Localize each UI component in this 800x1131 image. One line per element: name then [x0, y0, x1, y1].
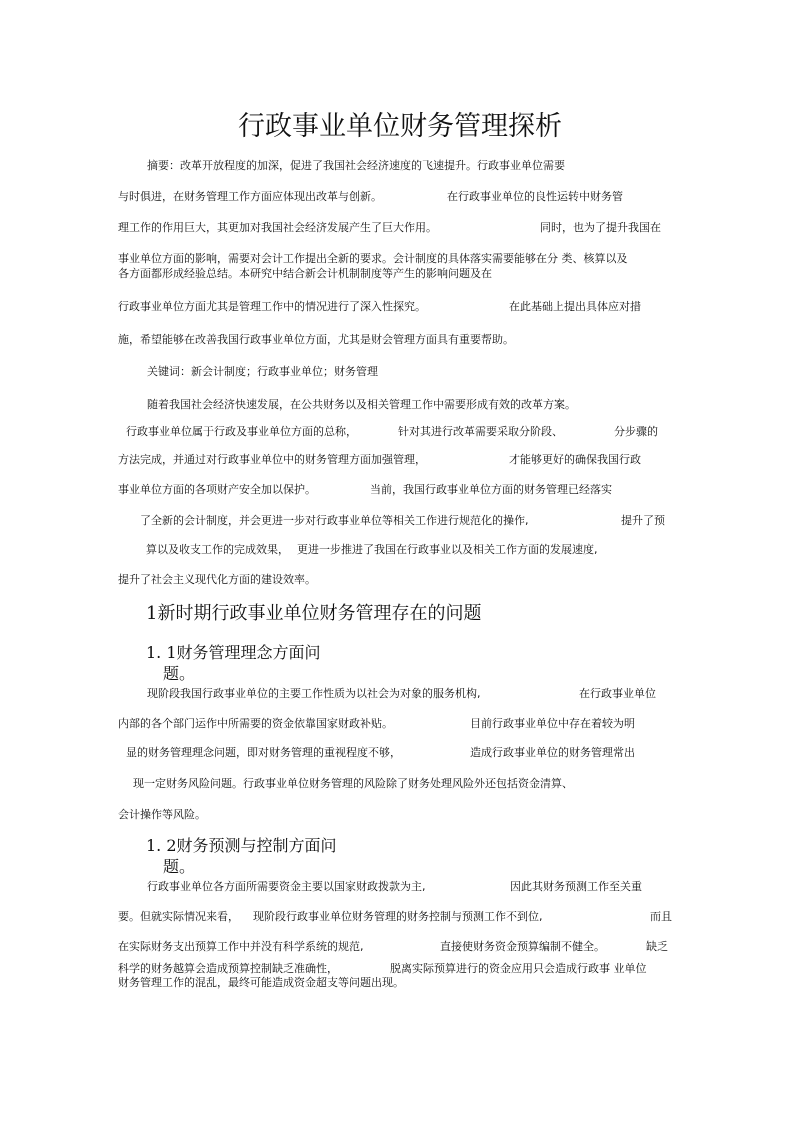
body-line: 在行政事业单位 — [579, 687, 656, 700]
body-line: 行政事业单位各方面所需要资金主要以国家财政拨款为主, — [147, 880, 426, 893]
body-line: 提升了社会主义现代化方面的建设效率。 — [118, 573, 316, 586]
body-line: 随着我国社会经济快速发展，在公共财务以及相关管理工作中需要形成有效的改革方案。 — [147, 398, 576, 411]
abstract-line: 同时，也为了提升我国在 — [540, 221, 661, 234]
body-line: 直接使财务资金预算编制不健全。 — [440, 940, 605, 953]
subsection-heading: 题。 — [163, 664, 196, 683]
subsection-heading: 1. 2财务预测与控制方面问 — [146, 836, 337, 855]
body-line: 现阶段行政事业单位财务管理的财务控制与预测工作不到位, — [253, 910, 543, 923]
abstract-line: 在行政事业单位的良性运转中财务管 — [447, 190, 623, 203]
section-heading: 1新时期行政事业单位财务管理存在的问题 — [146, 603, 482, 624]
body-line: 针对其进行改革需要采取分阶段、 — [398, 425, 563, 438]
abstract-line: 摘要：改革开放程度的加深，促进了我国社会经济速度的飞速提升。行政事业单位需要 — [147, 159, 565, 172]
body-line: 更进一步推进了我国在行政事业以及相关工作方面的发展速度, — [297, 543, 598, 556]
body-line: 现阶段我国行政事业单位的主要工作性质为以社会为对象的服务机构, — [147, 687, 481, 700]
body-line: 要。但就实际情况来看， — [118, 910, 239, 923]
body-line: 因此其财务预测工作至关重 — [510, 880, 642, 893]
abstract-line: 理工作的作用巨大，其更加对我国社会经济发展产生了巨大作用。 — [118, 221, 437, 234]
subsection-heading: 1. 1财务管理理念方面问 — [146, 643, 321, 662]
abstract-line: 各方面都形成经验总结。本研究中结合新会计机制制度等产生的影响问题及在 — [118, 267, 492, 280]
body-line: 事业单位方面的各项财产安全加以保护。 — [118, 483, 316, 496]
abstract-line: 施，希望能够在改善我国行政事业单位方面，尤其是财会管理方面具有重要帮助。 — [118, 333, 514, 346]
abstract-line: 行政事业单位方面尤其是管理工作中的情况进行了深入性探究。 — [118, 300, 426, 313]
body-line: 方法完成，并通过对行政事业单位中的财务管理方面加强管理， — [118, 453, 426, 466]
body-line: 科学的财务越算会造成预算控制缺乏准确性， — [118, 962, 338, 975]
abstract-line: 与时俱进，在财务管理工作方面应体现出改革与创新。 — [118, 190, 382, 203]
keywords: 关键词：新会计制度；行政事业单位；财务管理 — [147, 365, 378, 378]
body-line: 造成行政事业单位的财务管理常出 — [470, 746, 635, 759]
abstract-line: 在此基础上提出具体应对措 — [509, 300, 641, 313]
document-title: 行政事业单位财务管理探析 — [238, 111, 562, 142]
body-line: 目前行政事业单位中存在着较为明 — [470, 717, 635, 730]
body-line: 显的财务管理理念问题，即对财务管理的重视程度不够， — [126, 746, 401, 759]
body-line: 缺乏 — [646, 940, 668, 953]
body-line: 提升了预 — [621, 514, 665, 527]
body-line: 行政事业单位属于行政及事业单位方面的总称， — [126, 425, 357, 438]
body-line: 在实际财务支出预算工作中并没有科学系统的规范, — [118, 940, 364, 953]
body-line: 分步骤的 — [614, 425, 658, 438]
body-line: 算以及收支工作的完成效果， — [146, 543, 289, 556]
body-line: 了全新的会计制度，并会更进一步对行政事业单位等相关工作进行规范化的操作, — [140, 514, 529, 527]
body-line: 当前，我国行政事业单位方面的财务管理已经落实 — [370, 483, 612, 496]
body-line: 才能够更好的确保我国行政 — [509, 453, 641, 466]
body-line: 财务管理工作的混乱，最终可能造成资金超支等问题出现。 — [118, 976, 404, 989]
body-line: 会计操作等风险。 — [118, 808, 206, 821]
body-line: 而且 — [650, 910, 672, 923]
subsection-heading: 题。 — [163, 857, 196, 876]
body-line: 现一定财务风险问题。行政事业单位财务管理的风险除了财务处理风险外还包括资金清算、 — [133, 777, 573, 790]
body-line: 内部的各个部门运作中所需要的资金依靠国家财政补贴。 — [118, 717, 393, 730]
abstract-line: 事业单位方面的影响，需要对会计工作提出全新的要求。会计制度的具体落实需要能够在分 类、核算以及 — [118, 252, 628, 265]
body-line: 脱离实际预算进行的资金应用只会造成行政事 业单位 — [390, 962, 647, 975]
